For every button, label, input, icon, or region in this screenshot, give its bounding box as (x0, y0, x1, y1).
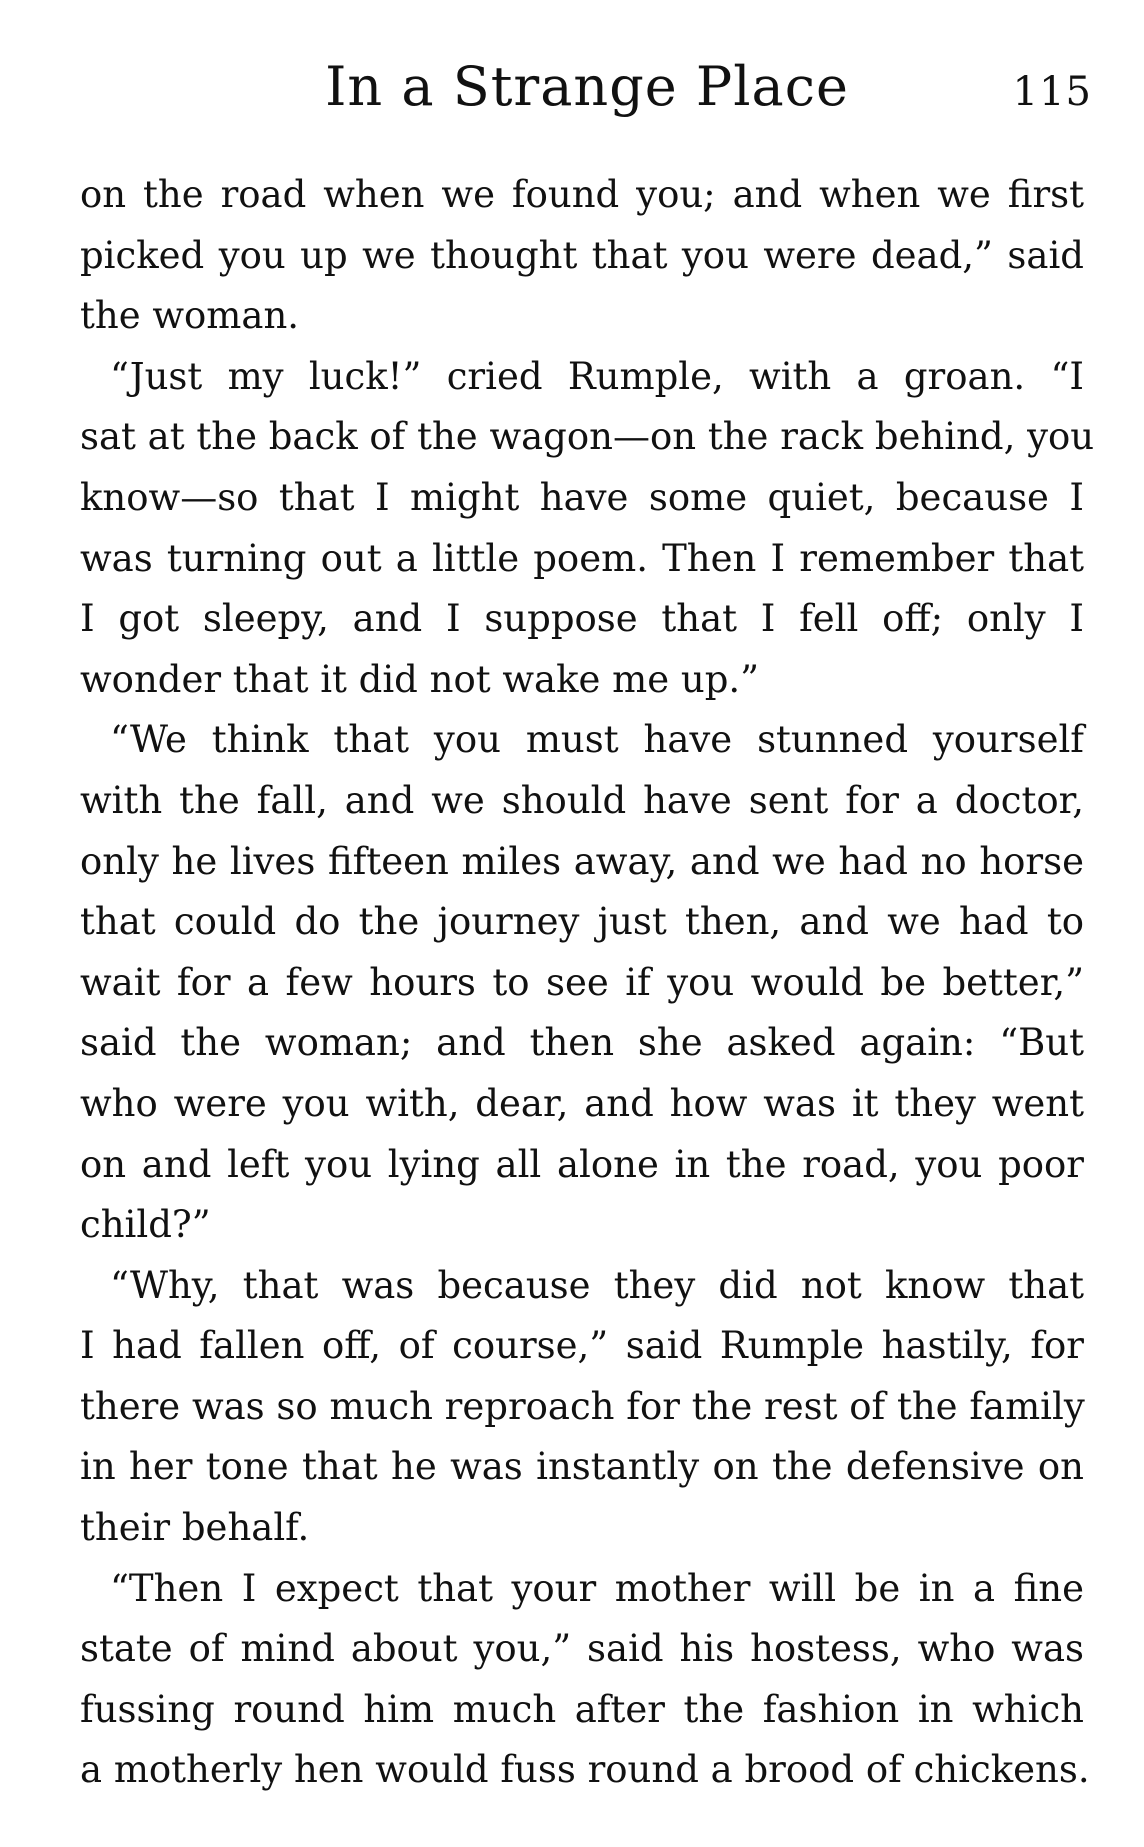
body-text (80, 165, 1095, 1801)
text-line: there was so much reproach for the rest of the family (80, 1384, 1085, 1428)
text-line: on the road when we found you; and when we first (80, 173, 1084, 216)
text-line: know—so that I might have some quiet, because I (80, 475, 1084, 519)
text-line: “Just my luck!” cried Rumple, with a groan. “I (110, 354, 1084, 398)
text-line: their behalf. (80, 1506, 310, 1550)
text-line: wonder that it did not wake me up.” (80, 657, 760, 701)
text-line: “Why, that was because they did not know that (110, 1263, 1084, 1307)
running-title: In a Strange Place (325, 55, 849, 118)
page-number: 115 (1012, 69, 1092, 115)
text-line: was turning out a little poem. Then I remember that (80, 536, 1084, 580)
text-line: wait for a few hours to see if you would be better,” (80, 960, 1084, 1004)
text-line: said the woman; and then she asked again: “But (80, 1021, 1084, 1065)
text-line: “Then I expect that your mother will be in a fine (110, 1566, 1084, 1610)
page-header (0, 55, 1144, 135)
text-line: picked you up we thought that you were dead,” said (80, 233, 1084, 277)
text-line: state of mind about you,” said his hostess, who was (80, 1627, 1084, 1671)
text-line: fussing round him much after the fashion in which (80, 1687, 1084, 1731)
text-line: who were you with, dear, and how was it they went (80, 1081, 1084, 1125)
text-line: only he lives fifteen miles away, and we had no horse (80, 839, 1084, 883)
text-line: sat at the back of the wagon—on the rack behind, you (80, 415, 1095, 459)
text-line: in her tone that he was instantly on the defensive on (80, 1445, 1084, 1489)
text-line: a motherly hen would fuss round a brood of chickens. (80, 1748, 1090, 1792)
text-line: I had fallen off, of course,” said Rumple hastily, for (80, 1324, 1084, 1368)
text-line: child?” (80, 1203, 211, 1247)
text-line: that could do the journey just then, and we had to (80, 900, 1084, 944)
text-line: I got sleepy, and I suppose that I fell off; only I (80, 597, 1084, 641)
text-line: with the fall, and we should have sent for a doctor, (80, 778, 1084, 822)
text-line: the woman. (80, 294, 300, 338)
text-line: on and left you lying all alone in the road, you poor (80, 1142, 1084, 1186)
text-line: “We think that you must have stunned yourself (110, 718, 1084, 762)
